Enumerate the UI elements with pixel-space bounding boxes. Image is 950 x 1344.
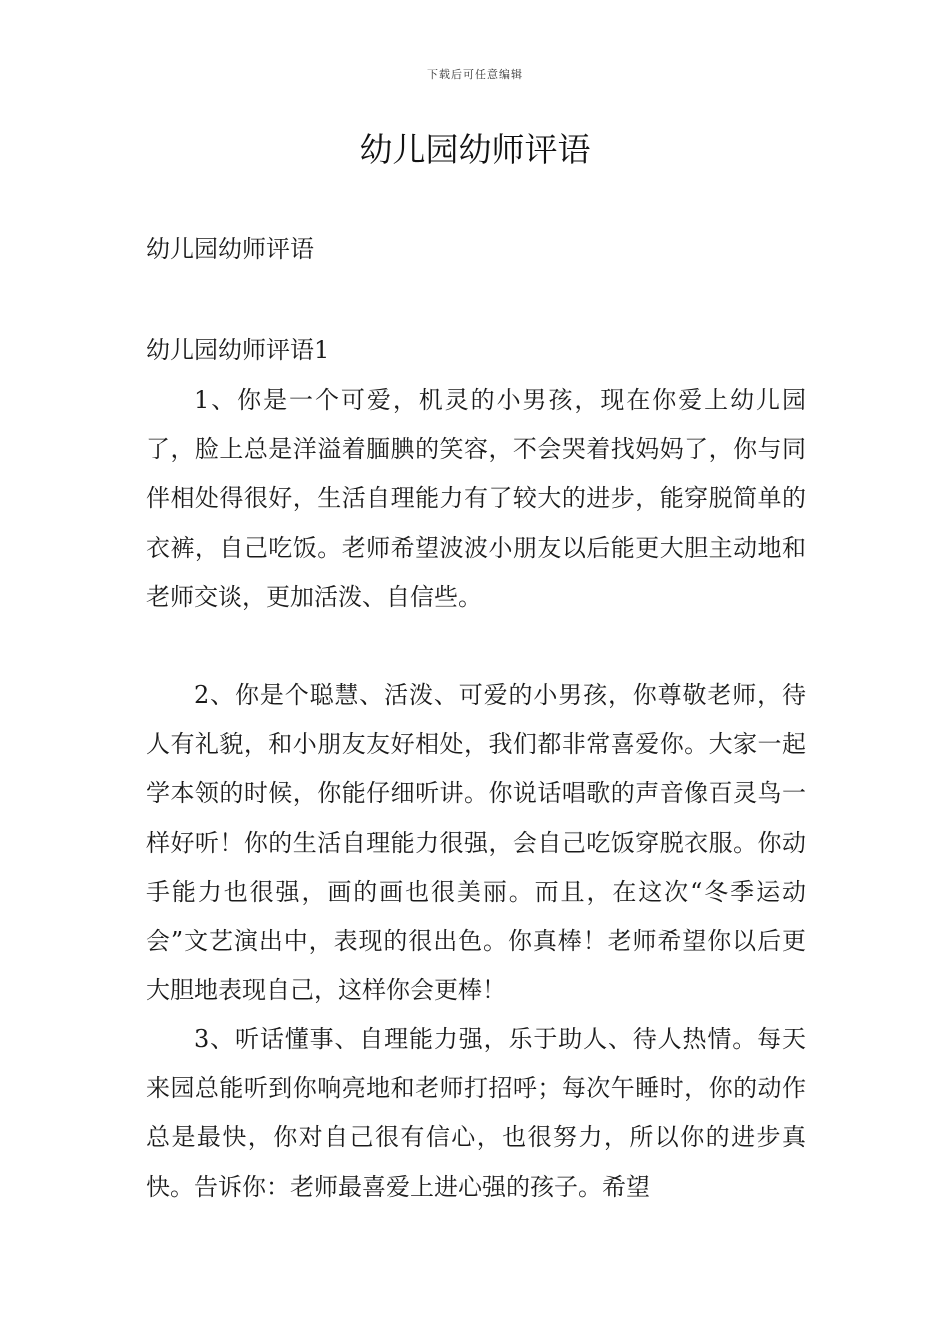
document-subtitle: 幼儿园幼师评语 bbox=[146, 235, 314, 263]
paragraph-3: 3、听话懂事、自理能力强，乐于助人、待人热情。每天来园总能听到你响亮地和老师打招呼；每次午睡时，你的动作总是最快，你对自己很有信心，也很努力，所以你的进步真快。告诉你：老师最喜爱上进心强的孩子。希望 bbox=[146, 1025, 806, 1201]
document-title: 幼儿园幼师评语 bbox=[359, 130, 591, 169]
header-note: 下载后可任意编辑 bbox=[427, 68, 523, 81]
paragraph-2: 2、你是个聪慧、活泼、可爱的小男孩，你尊敬老师，待人有礼貌，和小朋友友好相处，我们都非常喜爱你。大家一起学本领的时候，你能仔细听讲。你说话唱歌的声音像百灵鸟一样好听！你的生活自理能力很强，会自己吃饭穿脱衣服。你动手能力也很强，画的画也很美丽。而且，在这次“冬季运动会”文艺演出中，表现的很出色。你真棒！老师希望你以后更大胆地表现自己，这样你会更棒！ bbox=[146, 681, 806, 1005]
paragraph-1: 1、你是一个可爱，机灵的小男孩，现在你爱上幼儿园了，脸上总是洋溢着腼腆的笑容，不会哭着找妈妈了，你与同伴相处得很好，生活自理能力有了较大的进步，能穿脱简单的衣裤，自己吃饭。老师希望波波小朋友以后能更大胆主动地和老师交谈，更加活泼、自信些。 bbox=[146, 386, 806, 611]
section-heading: 幼儿园幼师评语1 bbox=[146, 336, 330, 364]
